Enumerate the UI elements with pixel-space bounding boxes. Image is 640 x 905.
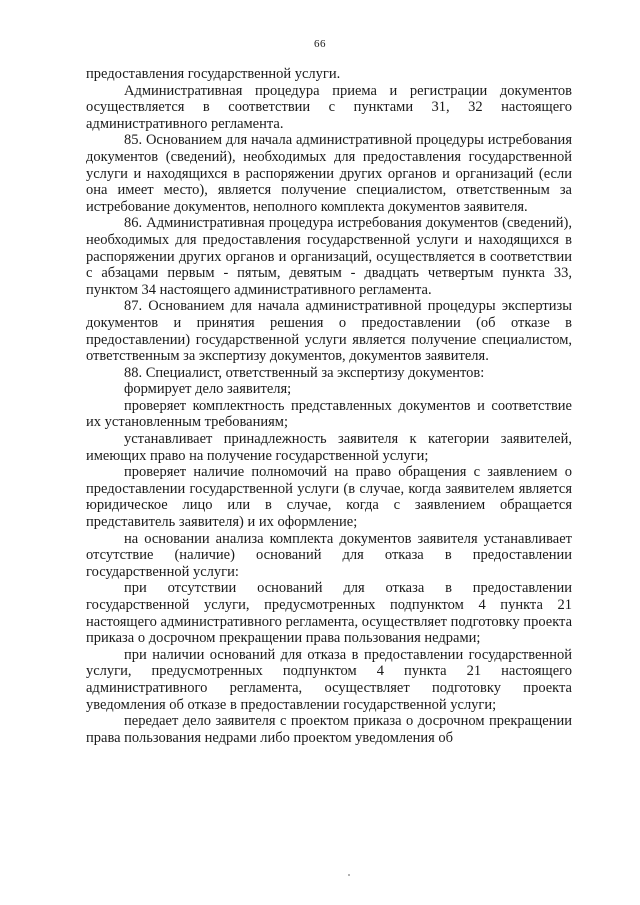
paragraph-85: 85. Основанием для начала административной процедуры истребования документов (сведений), необходимых для предоставления государственной услуги и находящихся в распоряжении других органов и организаций (если она имеет место), является получение специалистом, ответственным за истребование документов, неполного комплекта документов заявителя. <box>86 132 572 215</box>
paragraph-continuation: предоставления государственной услуги. <box>86 66 341 82</box>
paragraph-88-transfers-file: передает дело заявителя с проектом приказа о досрочном прекращении права пользования недрами либо проектом уведомления об <box>86 713 572 746</box>
document-body <box>86 66 572 746</box>
paragraph-88: 88. Специалист, ответственный за экспертизу документов: <box>124 364 485 381</box>
paragraph-88-no-grounds: при отсутствии оснований для отказа в предоставлении государственной услуги, предусмотренных подпунктом 4 пункта 21 настоящего административного регламента, осуществляет подготовку проекта приказа о досрочном прекращении права пользования недрами; <box>86 580 572 647</box>
paragraph-88-grounds-present: при наличии оснований для отказа в предоставлении государственной услуги, предусмотренных подпунктом 4 пункта 21 настоящего административного регламента, осуществляет подготовку проекта уведомления об отказе в предоставлении государственной услуги; <box>86 646 572 713</box>
paragraph-88-analysis: на основании анализа комплекта документов заявителя устанавливает отсутствие (наличие) оснований для отказа в предоставлении государственной услуги: <box>86 530 572 580</box>
paragraph-88-checks-completeness: проверяет комплектность представленных документов и соответствие их установленным требованиям; <box>86 397 572 431</box>
paragraph-88-forms-file: формирует дело заявителя; <box>124 381 292 398</box>
paragraph-88-checks-authority: проверяет наличие полномочий на право обращения с заявлением о предоставлении государственной услуги (в случае, когда заявителем является юридическое лицо или в случае, когда с заявлением обращается представитель заявителя) и их оформление; <box>86 464 572 531</box>
paragraph-87: 87. Основанием для начала административной процедуры экспертизы документов и принятия решения о предоставлении (об отказе в предоставлении) государственной услуги является получение специалистом, ответственным за экспертизу документов, документов заявителя. <box>86 298 572 365</box>
paragraph-86: 86. Административная процедура истребования документов (сведений), необходимых для предоставления государственной услуги и находящихся в распоряжении других органов и организаций, осуществляется в соответствии с абзацами первым - пятым, девятым - двадцать четвертым пункта 33, пунктом 34 настоящего административного регламента. <box>86 215 572 298</box>
page-number: 66 <box>314 38 326 50</box>
paragraph-88-establishes-category: устанавливает принадлежность заявителя к категории заявителей, имеющих право на получение государственной услуги; <box>86 431 572 464</box>
scan-speck <box>348 874 350 876</box>
paragraph-registration-procedure: Административная процедура приема и регистрации документов осуществляется в соответствии с пунктами 31, 32 настоящего административного регламента. <box>86 82 572 132</box>
